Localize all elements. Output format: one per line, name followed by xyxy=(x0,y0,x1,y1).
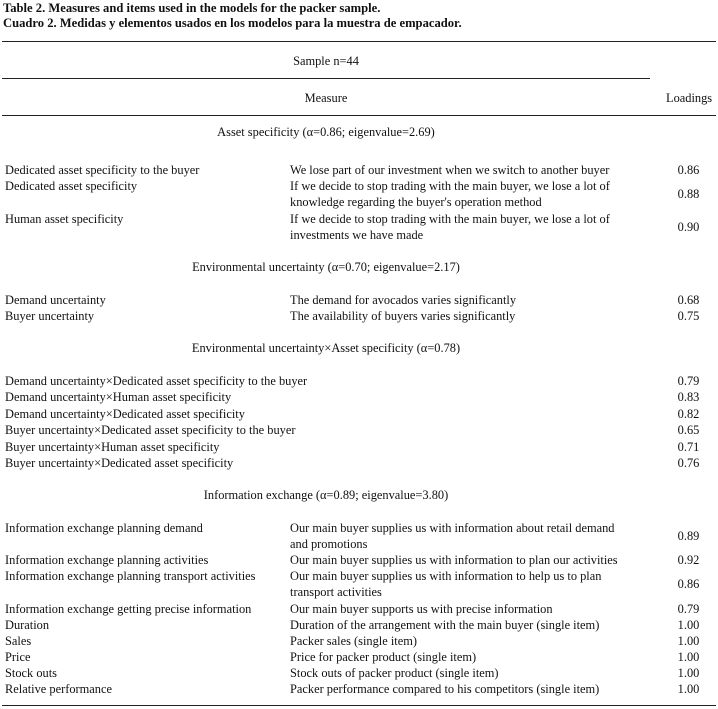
item-text: knowledge regarding the buyer's operation method xyxy=(290,195,542,209)
loading-value: 0.65 xyxy=(677,423,700,437)
section-title-interaction: Environmental uncertainty×Asset specificity (α=0.78) xyxy=(191,341,461,355)
item-text: The demand for avocados varies significantly xyxy=(290,293,517,307)
measure-label: Buyer uncertainty×Dedicated asset specificity to the buyer xyxy=(5,423,296,437)
section-title-information-exchange: Information exchange (α=0.89; eigenvalue=3.80) xyxy=(203,488,449,502)
measure-label: Buyer uncertainty×Human asset specificity xyxy=(5,440,220,454)
measure-label: Duration xyxy=(5,618,50,632)
item-text: Duration of the arrangement with the main buyer (single item) xyxy=(290,618,600,632)
item-text: transport activities xyxy=(290,585,382,599)
loadings-header: Loadings xyxy=(666,91,713,105)
item-text: If we decide to stop trading with the main buyer, we lose a lot of xyxy=(290,212,610,226)
loading-value: 0.71 xyxy=(677,440,700,454)
section-title-asset-specificity: Asset specificity (α=0.86; eigenvalue=2.69) xyxy=(217,125,435,139)
measure-label: Demand uncertainty xyxy=(5,293,106,307)
loading-value: 0.90 xyxy=(677,220,700,234)
loading-value: 0.82 xyxy=(677,407,700,421)
measure-label: Sales xyxy=(5,634,32,648)
item-text: Our main buyer supports us with precise information xyxy=(290,602,553,616)
loading-value: 0.79 xyxy=(677,602,700,616)
loading-value: 0.79 xyxy=(677,374,700,388)
measure-label: Dedicated asset specificity xyxy=(5,179,138,193)
item-text: Our main buyer supplies us with information about retail demand xyxy=(290,521,615,535)
loading-value: 0.75 xyxy=(677,309,700,323)
measure-header: Measure xyxy=(304,91,348,105)
sample-size: Sample n=44 xyxy=(293,54,359,68)
section-title-environmental-uncertainty: Environmental uncertainty (α=0.70; eigenvalue=2.17) xyxy=(192,260,460,274)
loading-value: 1.00 xyxy=(677,618,700,632)
top-rule xyxy=(2,41,716,42)
item-text: The availability of buyers varies significantly xyxy=(290,309,516,323)
measure-label: Demand uncertainty×Dedicated asset specificity xyxy=(5,407,245,421)
item-text: Stock outs of packer product (single item) xyxy=(290,666,499,680)
loading-value: 1.00 xyxy=(677,682,700,696)
measure-label: Information exchange planning transport activities xyxy=(5,569,256,583)
measure-label: Relative performance xyxy=(5,682,112,696)
loading-value: 1.00 xyxy=(677,650,700,664)
measure-label: Stock outs xyxy=(5,666,57,680)
measure-label: Demand uncertainty×Human asset specificity xyxy=(5,390,232,404)
item-text: Price for packer product (single item) xyxy=(290,650,477,664)
measure-label: Information exchange planning demand xyxy=(5,521,203,535)
item-text: investments we have made xyxy=(290,228,424,242)
sample-rule xyxy=(2,78,650,79)
item-text: We lose part of our investment when we switch to another buyer xyxy=(290,163,610,177)
measure-label: Price xyxy=(5,650,31,664)
loading-value: 0.88 xyxy=(677,187,700,201)
loading-value: 0.68 xyxy=(677,293,700,307)
loading-value: 0.89 xyxy=(677,529,700,543)
loading-value: 0.83 xyxy=(677,390,700,404)
measure-label: Human asset specificity xyxy=(5,212,124,226)
item-text: Our main buyer supplies us with information to help us to plan xyxy=(290,569,602,583)
measure-label: Buyer uncertainty×Dedicated asset specificity xyxy=(5,456,234,470)
loading-value: 0.86 xyxy=(677,163,700,177)
bottom-rule xyxy=(2,705,716,706)
loading-value: 0.76 xyxy=(677,456,700,470)
table-caption-spanish: Cuadro 2. Medidas y elementos usados en los modelos para la muestra de empacador. xyxy=(3,16,462,30)
measure-label: Information exchange getting precise information xyxy=(5,602,252,616)
item-text: and promotions xyxy=(290,537,368,551)
measure-label: Information exchange planning activities xyxy=(5,553,209,567)
loading-value: 1.00 xyxy=(677,666,700,680)
item-text: Our main buyer supplies us with information to plan our activities xyxy=(290,553,618,567)
header-rule xyxy=(2,115,716,116)
item-text: Packer sales (single item) xyxy=(290,634,417,648)
item-text: Packer performance compared to his competitors (single item) xyxy=(290,682,600,696)
measure-label: Buyer uncertainty xyxy=(5,309,95,323)
item-text: If we decide to stop trading with the main buyer, we lose a lot of xyxy=(290,179,610,193)
measure-label: Demand uncertainty×Dedicated asset specificity to the buyer xyxy=(5,374,308,388)
loading-value: 1.00 xyxy=(677,634,700,648)
table-caption-english: Table 2. Measures and items used in the models for the packer sample. xyxy=(3,1,381,15)
loading-value: 0.92 xyxy=(677,553,700,567)
measure-label: Dedicated asset specificity to the buyer xyxy=(5,163,200,177)
loading-value: 0.86 xyxy=(677,577,700,591)
